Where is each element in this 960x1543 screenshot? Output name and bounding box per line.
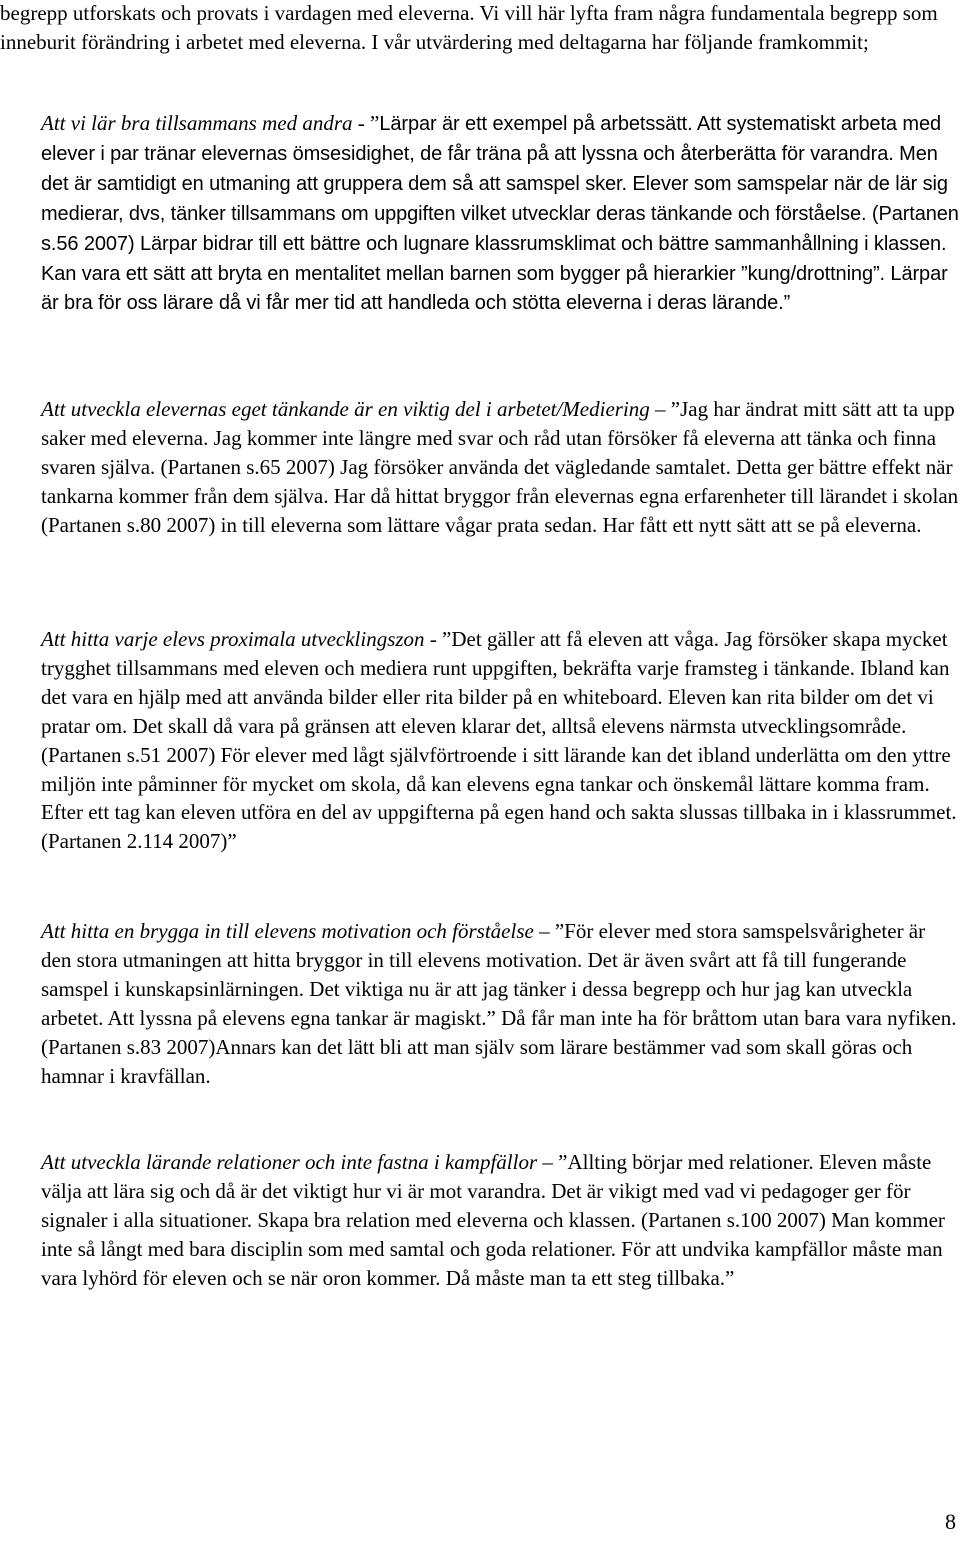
section-separator: – ”: [537, 1150, 568, 1174]
section-separator: - ”: [352, 111, 380, 135]
section-motivation: [41, 917, 959, 1090]
section-body: Allting börjar med relationer. Eleven måste välja att lära sig och då är det viktigt hur vi är mot varandra. Det är vikigt med vad vi pedagoger ger för signaler i alla situationer. Skapa bra relation med eleverna och klassen. (Partanen s.100 2007) Man kommer inte så långt med bara disciplin som med samtal och goda relationer. För att undvika kampfällor måste man vara lyhörd för eleven och se när oron kommer. Då måste man ta ett steg tillbaka.”: [41, 1150, 945, 1290]
section-heading: Att hitta varje elevs proximala utvecklingszon: [41, 627, 425, 651]
section-body: Det gäller att få eleven att våga. Jag försöker skapa mycket trygghet tillsammans med eleven och mediera runt uppgiften, bekräfta varje framsteg i tänkande. Ibland kan det vara en hjälp med att använda bilder eller rita bilder på en whiteboard. Eleven kan rita bilder om det vi pratar om. Det skall då vara på gränsen att eleven klarar det, alltså elevens närmsta utvecklingsområde. (Partanen s.51 2007) För elever med lågt självförtroende i sitt lärande kan det ibland underlätta om den yttre miljön inte påminner för mycket om skola, då kan elevens egna tankar och önskemål lättare komma fram. Efter ett tag kan eleven utföra en del av uppgifterna på egen hand och sakta slussas tillbaka in i klassrummet. (Partanen 2.114 2007)”: [41, 627, 957, 854]
section-separator: - ”: [424, 627, 452, 651]
section-heading: Att utveckla elevernas eget tänkande är en viktig del i arbetet/Mediering: [41, 397, 650, 421]
section-body: Lärpar är ett exempel på arbetssätt. Att systematiskt arbeta med elever i par tränar elevernas ömsesidighet, de får träna på att lyssna och återberätta för varandra. Men det är samtidigt en utmaning att gruppera dem så att samspel sker. Elever som samspelar när de lär sig medierar, dvs, tänker tillsammans om uppgiften vilket utvecklar deras tänkande och förståelse. (Partanen s.56 2007) Lärpar bidrar till ett bättre och lugnare klassrumsklimat och bättre sammanhållning i klassen. Kan vara ett sätt att bryta en mentalitet mellan barnen som bygger på hierarkier ”kung/drottning”. Lärpar är bra för oss lärare då vi får mer tid att handleda och stötta eleverna i deras lärande.”: [41, 113, 959, 315]
section-heading: Att hitta en brygga in till elevens motivation och förståelse: [41, 919, 534, 943]
section-relationer: [41, 1148, 959, 1293]
section-separator: – ”: [649, 397, 681, 421]
page-number: 8: [945, 1509, 956, 1534]
section-mediering: [41, 395, 959, 540]
section-lararpar: [41, 109, 959, 318]
section-body: Jag har ändrat mitt sätt att ta upp saker med eleverna. Jag kommer inte längre med svar och råd utan försöker få eleverna att tänka och finna svaren själva. (Partanen s.65 2007) Jag försöker använda det vägledande samtalet. Detta ger bättre effekt när tankarna kommer från dem själva. Har då hittat bryggor från elevernas egna erfarenheter till lärandet i skolan (Partanen s.80 2007) in till eleverna som lättare vågar prata sedan. Har fått ett nytt sätt att se på eleverna.: [41, 397, 959, 537]
section-separator: – ”: [533, 919, 565, 943]
section-body: För elever med stora samspelsvårigheter är den stora utmaningen att hitta bryggor in till elevens motivation. Det är även svårt att få till fungerande samspel i kunskapsinlärningen. Det viktiga nu är att jag tänker i dessa begrepp och hur jag kan utveckla arbetet. Att lyssna på elevens egna tankar är magiskt.” Då får man inte ha för bråttom utan bara vara nyfiken. (Partanen s.83 2007)Annars kan det lätt bli att man själv som lärare bestämmer vad som skall göras och hamnar i kravfällan.: [41, 919, 957, 1088]
section-proximala-utvecklingszon: [41, 625, 959, 856]
section-heading: Att utveckla lärande relationer och inte fastna i kampfällor: [41, 1150, 538, 1174]
intro-paragraph: begrepp utforskats och provats i vardagen med eleverna. Vi vill här lyfta fram några fundamentala begrepp som inneburit förändring i arbetet med eleverna. I vår utvärdering med deltagarna har följande framkommit;: [0, 1, 938, 54]
section-heading: Att vi lär bra tillsammans med andra: [41, 111, 353, 135]
